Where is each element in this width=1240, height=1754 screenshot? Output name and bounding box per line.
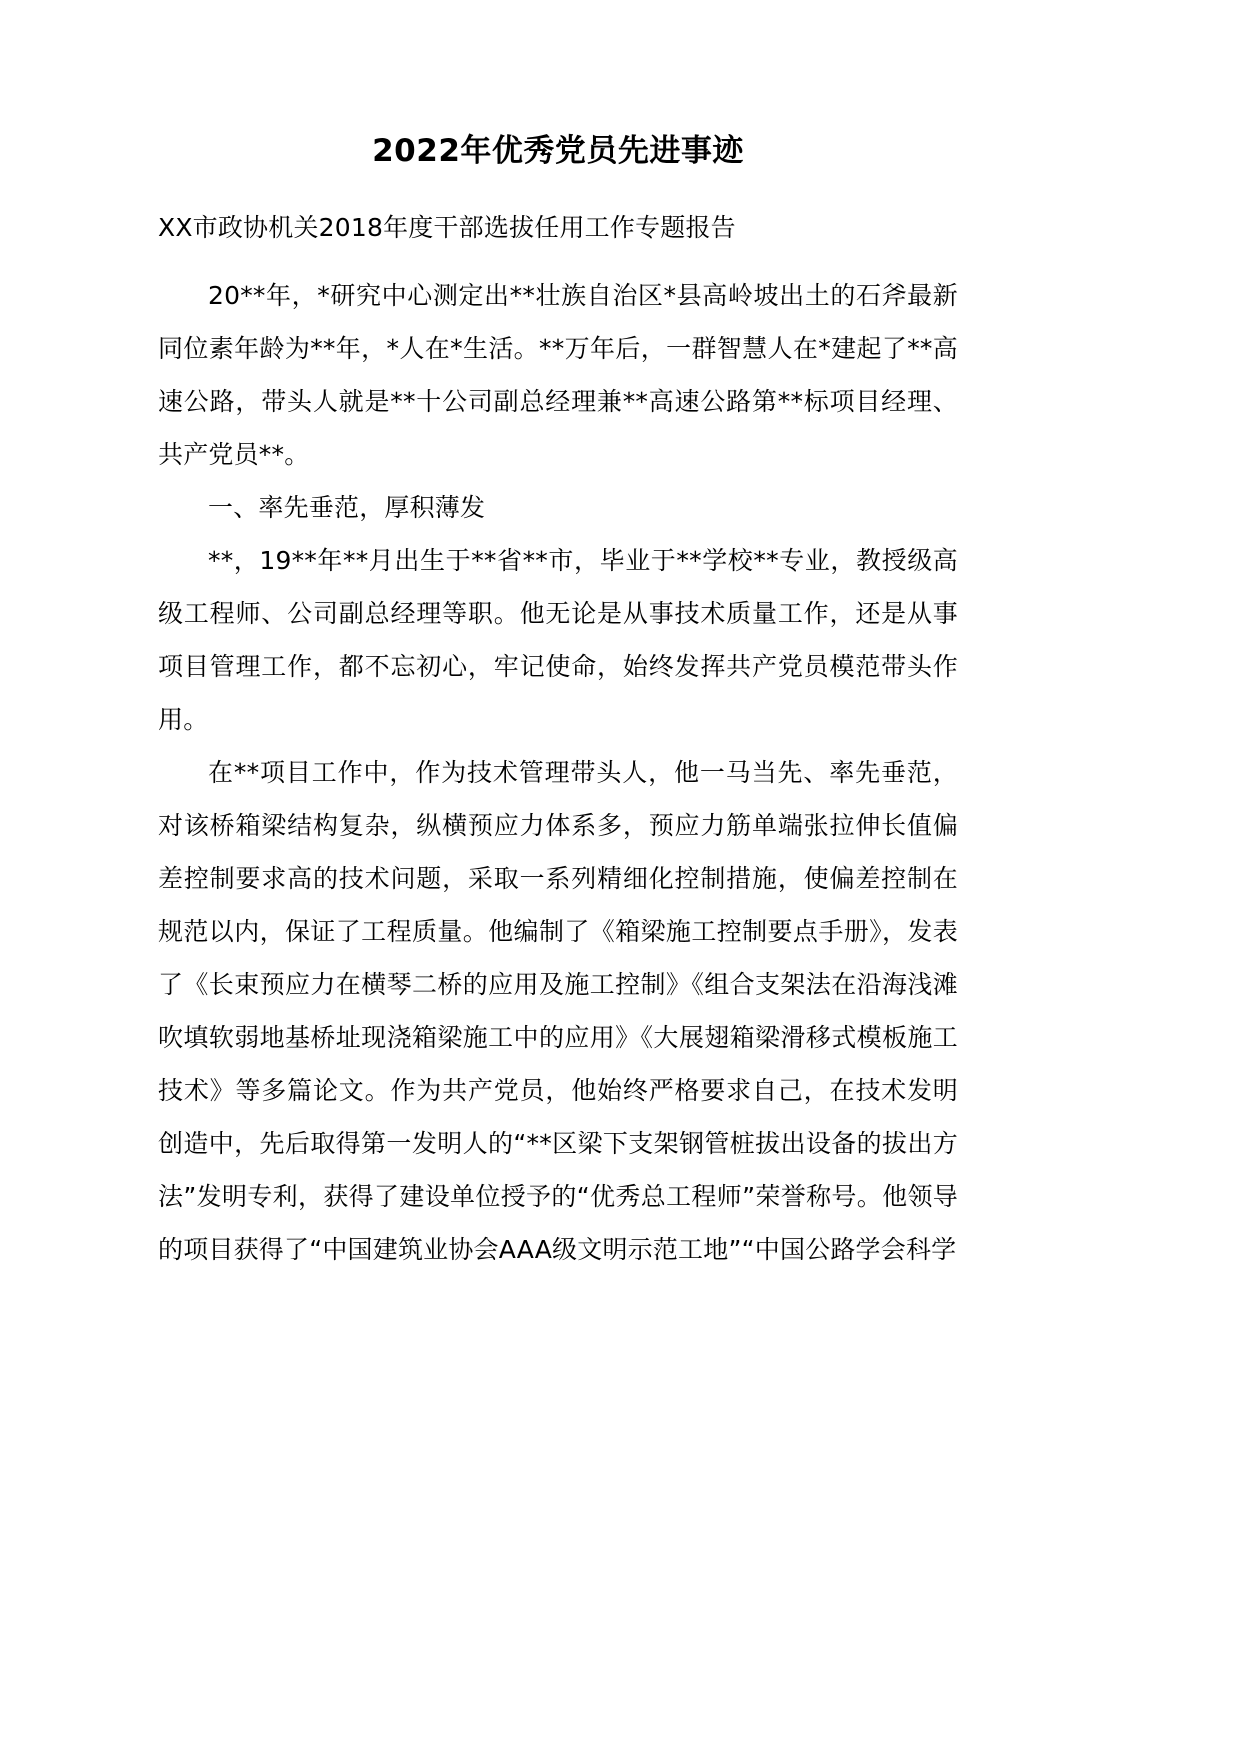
paragraph-intro: 20**年，*研究中心测定出**壮族自治区*县高岭坡出土的石斧最新同位素年龄为**年，*人在*生活。**万年后，一群智慧人在*建起了**高速公路，带头人就是**十公司副总经理兼**高速公路第**标项目经理、共产党员**。 <box>158 280 958 469</box>
document-body <box>158 128 958 1276</box>
document-subtitle: XX市政协机关2018年度干部选拔任用工作专题报告 <box>158 212 736 242</box>
page-title: 2022年优秀党员先进事迹 <box>372 133 744 169</box>
paragraph-bio: **，19**年**月出生于**省**市，毕业于**学校**专业，教授级高级工程师、公司副总经理等职。他无论是从事技术质量工作，还是从事项目管理工作，都不忘初心，牢记使命，始终发挥共产党员模范带头作用。 <box>158 545 958 734</box>
paragraph-achievements: 在**项目工作中，作为技术管理带头人，他一马当先、率先垂范，对该桥箱梁结构复杂，纵横预应力体系多，预应力筋单端张拉伸长值偏差控制要求高的技术问题，采取一系列精细化控制措施，使偏差控制在规范以内，保证了工程质量。他编制了《箱梁施工控制要点手册》，发表了《长束预应力在横琴二桥的应用及施工控制》《组合支架法在沿海浅滩吹填软弱地基桥址现浇箱梁施工中的应用》《大展翅箱梁滑移式模板施工技术》等多篇论文。作为共产党员，他始终严格要求自己，在技术发明创造中，先后取得第一发明人的“**区梁下支架钢管桩拔出设备的拔出方法”发明专利，获得了建设单位授予的“优秀总工程师”荣誉称号。他领导的项目获得了“中国建筑业协会AAA级文明示范工地”“中国公路学会科学 <box>158 757 958 1264</box>
section-heading-1: 一、率先垂范，厚积薄发 <box>208 492 486 522</box>
